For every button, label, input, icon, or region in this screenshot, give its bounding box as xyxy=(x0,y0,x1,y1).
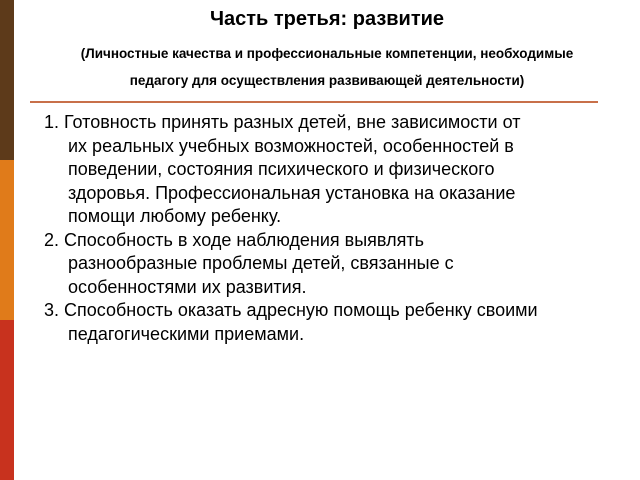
point-2-line-1: 2. Способность в ходе наблюдения выявлять xyxy=(44,229,424,250)
points-list xyxy=(44,111,638,346)
subtitle-line-2: педагогу для осуществления развивающей деятельности) xyxy=(129,73,525,88)
point-2-line-2: разнообразные проблемы детей, связанные с xyxy=(68,253,454,273)
subtitle-line-1: (Личностные качества и профессиональные компетенции, необходимые xyxy=(80,46,574,61)
point-3-line-2: педагогическими приемами. xyxy=(68,323,305,344)
sidebar-strip-middle xyxy=(0,160,14,320)
point-2-line-3: особенностями их развития. xyxy=(68,276,307,297)
point-2 xyxy=(44,229,638,300)
sidebar-strip-bottom xyxy=(0,320,14,480)
point-1 xyxy=(44,111,638,229)
point-1-line-1: 1. Готовность принять разных детей, вне зависимости от xyxy=(44,112,521,132)
point-1-line-3: поведении, состояния психического и физического xyxy=(68,159,495,179)
point-1-line-2: их реальных учебных возможностей, особенностей в xyxy=(68,135,514,156)
sidebar-strip-top xyxy=(0,0,14,160)
point-1-line-5: помощи любому ребенку. xyxy=(68,206,282,226)
point-3-line-1: 3. Способность оказать адресную помощь ребенку своими xyxy=(44,300,538,320)
point-3 xyxy=(44,299,638,346)
slide-title: Часть третья: развитие xyxy=(209,8,445,30)
slide-subtitle xyxy=(20,40,634,94)
point-1-line-4: здоровья. Профессиональная установка на оказание xyxy=(68,182,516,203)
title-divider xyxy=(30,101,598,103)
